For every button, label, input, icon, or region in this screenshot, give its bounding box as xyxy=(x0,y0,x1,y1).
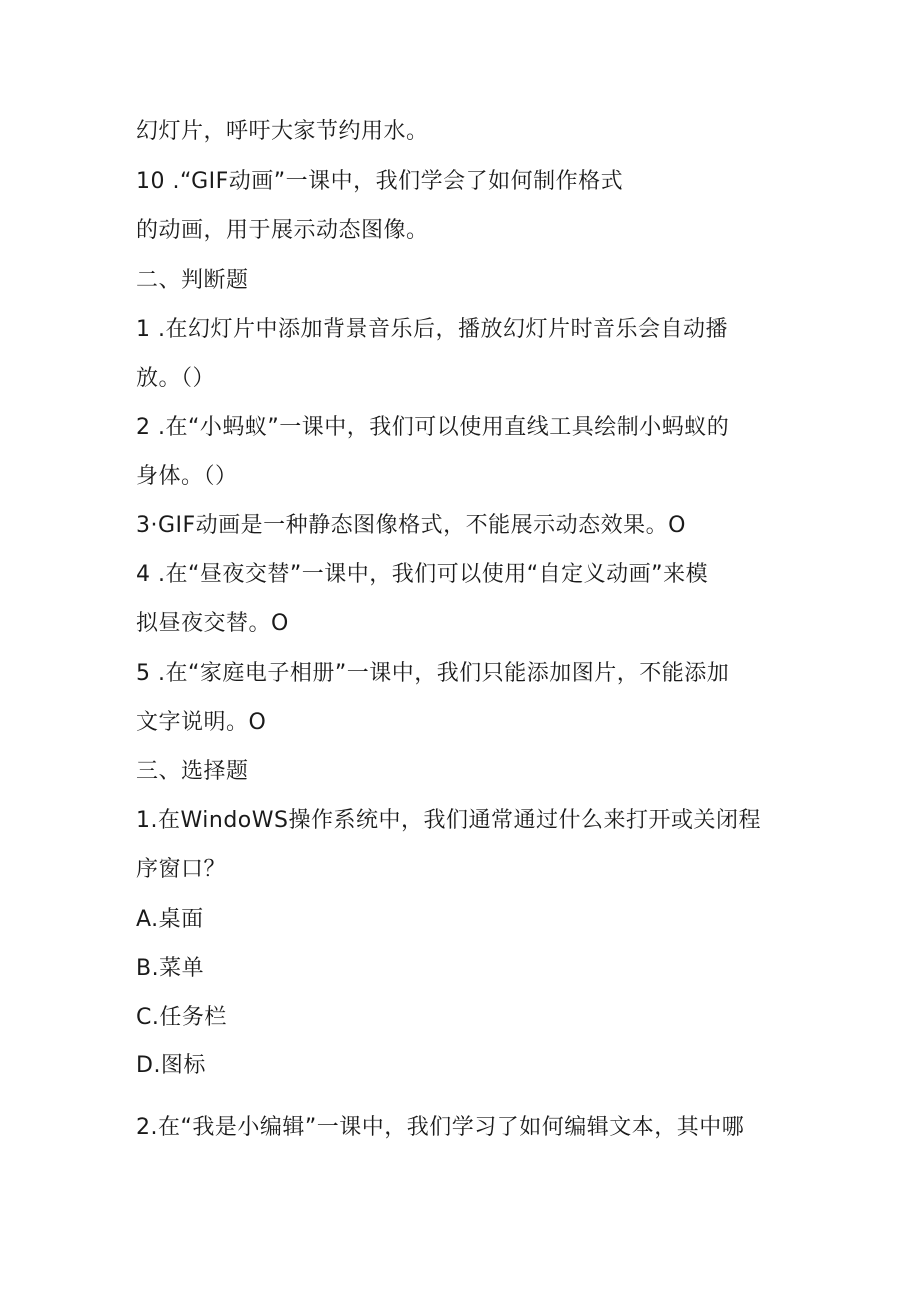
option-c: C.任务栏 xyxy=(136,1005,227,1030)
choice-question-1: 1.在WindoWS操作系统中，我们通常通过什么来打开或关闭程 xyxy=(136,808,761,833)
text-line: 放。（） xyxy=(136,366,216,391)
judgment-question-4: 4 .在“昼夜交替”一课中，我们可以使用“自定义动画”来模 xyxy=(136,562,709,587)
text-line: 拟昼夜交替。O xyxy=(136,611,289,636)
option-d: D.图标 xyxy=(136,1053,206,1078)
judgment-question-3: 3·GIF动画是一种静态图像格式，不能展示动态效果。O xyxy=(136,513,686,538)
section-heading-choice: 三、选择题 xyxy=(136,759,249,784)
question-10-line: 10 .“GIF动画”一课中，我们学会了如何制作格式 xyxy=(136,169,624,194)
section-heading-judgment: 二、判断题 xyxy=(136,268,249,293)
text-line: 文字说明。O xyxy=(136,710,267,735)
text-line: 序窗口？ xyxy=(136,857,227,882)
option-b: B.菜单 xyxy=(136,956,205,981)
text-line: 幻灯片，呼吁大家节约用水。 xyxy=(136,119,429,144)
text-line: 的动画，用于展示动态图像。 xyxy=(136,218,429,243)
option-a: A.桌面 xyxy=(136,907,204,932)
judgment-question-2: 2 .在“小蚂蚁”一课中，我们可以使用直线工具绘制小蚂蚁的 xyxy=(136,415,730,440)
judgment-question-5: 5 .在“家庭电子相册”一课中，我们只能添加图片，不能添加 xyxy=(136,661,730,686)
choice-question-2: 2.在“我是小编辑”一课中，我们学习了如何编辑文本，其中哪 xyxy=(136,1115,745,1140)
text-line: 身体。（） xyxy=(136,464,238,489)
judgment-question-1: 1 .在幻灯片中添加背景音乐后，播放幻灯片时音乐会自动播 xyxy=(136,317,728,342)
